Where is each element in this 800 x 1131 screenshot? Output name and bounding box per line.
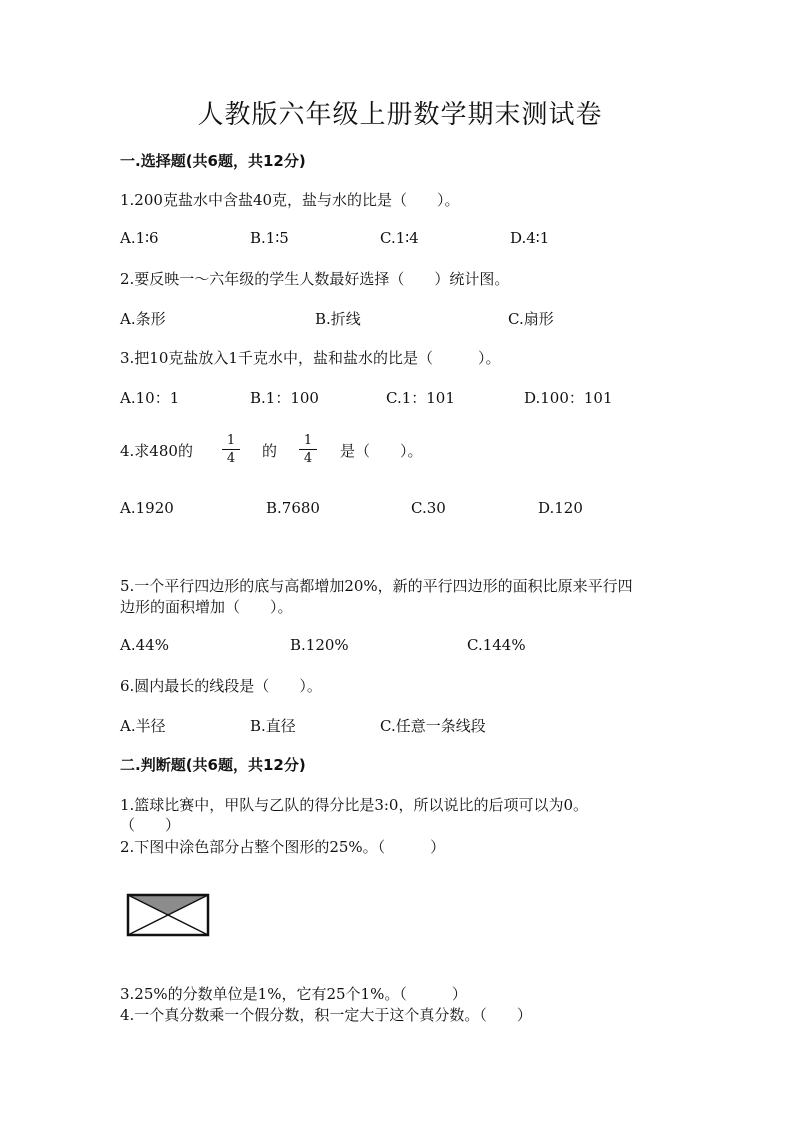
- judgment-4-text: 4.一个真分数乘一个假分数，积一定大于这个真分数。（ ）: [120, 1006, 532, 1024]
- question-3-option-c[interactable]: C.1：101: [386, 389, 455, 407]
- question-4-option-c[interactable]: C.30: [411, 499, 446, 517]
- fraction-numerator: 1: [226, 433, 236, 448]
- question-2-text: 2.要反映一～六年级的学生人数最好选择（ ）统计图。: [120, 270, 510, 288]
- fraction-bar: [299, 449, 317, 450]
- question-6-option-c[interactable]: C.任意一条线段: [380, 717, 486, 735]
- question-4-text-part-3: 是（ ）。: [340, 442, 423, 460]
- shaded-triangle: [128, 895, 208, 915]
- question-4-fraction-1: [222, 433, 240, 466]
- question-5-option-c[interactable]: C.144%: [467, 636, 526, 654]
- question-5-option-a[interactable]: A.44%: [120, 636, 169, 654]
- question-5-text-line-2: 边形的面积增加（ ）。: [120, 598, 293, 616]
- question-4-fraction-2: [299, 433, 317, 466]
- question-6-text: 6.圆内最长的线段是（ ）。: [120, 677, 322, 695]
- question-3-text: 3.把10克盐放入1千克水中，盐和盐水的比是（ ）。: [120, 349, 501, 367]
- question-1-text: 1.200克盐水中含盐40克，盐与水的比是（ ）。: [120, 191, 460, 209]
- question-5-text-line-1: 5.一个平行四边形的底与高都增加20%，新的平行四边形的面积比原来平行四: [120, 577, 633, 595]
- question-1-option-c[interactable]: C.1∶4: [380, 229, 419, 247]
- question-4-text-part-2: 的: [262, 442, 278, 460]
- question-2-option-c[interactable]: C.扇形: [508, 310, 554, 328]
- fraction-bar: [222, 449, 240, 450]
- question-4-option-d[interactable]: D.120: [538, 499, 583, 517]
- question-6-option-a[interactable]: A.半径: [120, 717, 166, 735]
- judgment-2-text: 2.下图中涂色部分占整个图形的25%。（ ）: [120, 838, 446, 856]
- question-2-option-a[interactable]: A.条形: [120, 310, 166, 328]
- page-title: 人教版六年级上册数学期末测试卷: [197, 100, 603, 130]
- question-5-option-b[interactable]: B.120%: [290, 636, 349, 654]
- fraction-denominator: 4: [303, 451, 313, 466]
- question-4-option-a[interactable]: A.1920: [120, 499, 174, 517]
- question-3-option-d[interactable]: D.100：101: [524, 389, 613, 407]
- question-4-text-part-1: 4.求480的: [120, 442, 193, 460]
- question-2-option-b[interactable]: B.折线: [315, 310, 361, 328]
- judgment-1-text-line-2: （ ）: [120, 816, 181, 834]
- fraction-denominator: 4: [226, 451, 236, 466]
- judgment-3-text: 3.25%的分数单位是1%，它有25个1%。（ ）: [120, 985, 467, 1003]
- question-1-option-a[interactable]: A.1∶6: [120, 229, 159, 247]
- shaded-rectangle-figure: [126, 893, 210, 937]
- section-heading-choice: 一.选择题(共6题，共12分): [120, 152, 306, 170]
- question-3-option-a[interactable]: A.10：1: [120, 389, 180, 407]
- judgment-1-text-line-1: 1.篮球比赛中，甲队与乙队的得分比是3:0，所以说比的后项可以为0。: [120, 796, 588, 814]
- section-heading-judgment: 二.判断题(共6题，共12分): [120, 756, 306, 774]
- question-6-option-b[interactable]: B.直径: [250, 717, 296, 735]
- question-1-option-b[interactable]: B.1∶5: [250, 229, 289, 247]
- question-4-option-b[interactable]: B.7680: [266, 499, 320, 517]
- question-1-option-d[interactable]: D.4∶1: [510, 229, 550, 247]
- fraction-numerator: 1: [303, 433, 313, 448]
- question-3-option-b[interactable]: B.1：100: [250, 389, 319, 407]
